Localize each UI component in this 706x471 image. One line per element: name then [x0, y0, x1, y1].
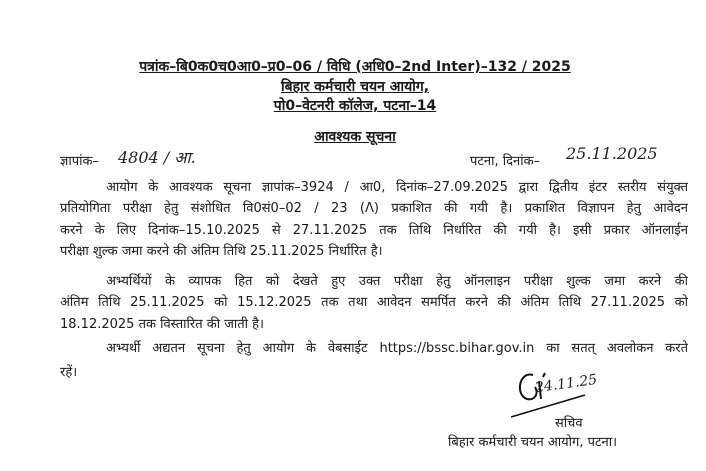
para1-line: आयोग के आवश्यक सूचना ज्ञापांक–3924 / आ0, दिनांक–27.09.2025 द्वारा द्वितीय इंटर स्तरीय संयुक्त — [106, 180, 688, 195]
para3-line: रहें। — [60, 365, 78, 380]
para2-line: अंतिम तिथि 25.11.2025 को 15.12.2025 तक तथा आवेदन समर्पित करने की अंतिम तिथि 27.11.2025 को — [60, 295, 688, 310]
para1-line: प्रतियोगिता परीक्षा हेतु संशोधित वि0सं0–02 / 23 (Λ) प्रकाशित की गयी है। प्रकाशित विज्ञापन हेतु आवेदन — [60, 201, 688, 216]
memo-label: ज्ञापांक– — [60, 154, 99, 169]
para1-line: परीक्षा शुल्क जमा करने की अंतिम तिथि 25.11.2025 निर्धारित है। — [60, 244, 383, 259]
letter-number: पत्रांक–बि0क0च0आ0–प्र0–06 / विधि (अधि0–2nd Inter)–132 / 2025 — [139, 59, 571, 75]
org-name: बिहार कर्मचारी चयन आयोग, — [280, 79, 430, 95]
org-address: पो0–वेटनरी कॉलेज, पटना–14 — [273, 98, 437, 114]
notice-title: आवश्यक सूचना — [314, 129, 396, 145]
signature-date: 24.11.25 — [534, 371, 599, 397]
para3-line: अभ्यर्थी अद्यतन सूचना हेतु आयोग के वेबसाईट https://bssc.bihar.gov.in का सतत् अवलोकन करते — [106, 341, 688, 356]
memo-date: 25.11.2025 — [566, 144, 658, 163]
para1-line: करने के लिए दिनांक–15.10.2025 से 27.11.2025 तक तिथि निर्धारित की गयी है। इसी प्रकार ऑनलाईन — [60, 223, 688, 238]
signatory-org: बिहार कर्मचारी चयन आयोग, पटना। — [448, 435, 618, 450]
memo-number: 4804 / आ. — [118, 148, 196, 167]
para2-line: 18.12.2025 तक विस्तारित की जाती है। — [60, 317, 264, 332]
para2-line: अभ्यर्थियों के व्यापक हित को देखते हुए उक्त परीक्षा हेतु ऑनलाइन परीक्षा शुल्क जमा करने की — [106, 274, 688, 289]
place-date-label: पटना, दिनांक– — [470, 154, 541, 169]
signatory-designation: सचिव — [555, 416, 583, 431]
